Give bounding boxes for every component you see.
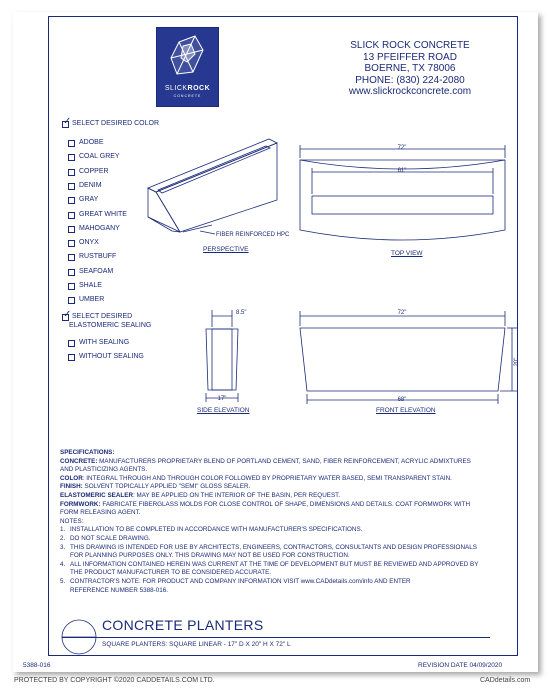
revision-date: REVISION DATE 04/09/2020 (418, 662, 503, 669)
note-3-cont: FOR PLANNING PURPOSES ONLY. THIS DRAWING MAY NOT BE USED FOR CONSTRUCTION. (70, 552, 350, 560)
color-heading: SELECT DESIRED COLOR (72, 120, 160, 127)
note-5: 5. CONTRACTOR'S NOTE: FOR PRODUCT AND COMPANY INFORMATION VISIT www.CADdetails.com/info AND ENTER (60, 577, 411, 585)
top-view-label: TOP VIEW (391, 250, 423, 257)
company-name: SLICK ROCK CONCRETE (350, 40, 470, 51)
color-option-label: DENIM (79, 181, 102, 189)
side-top-dim: 8.5" (236, 310, 247, 316)
color-option-label: COAL GREY (79, 153, 120, 161)
color-option-label: ONYX (79, 239, 99, 247)
sealing-heading-1: SELECT DESIRED (72, 313, 133, 320)
color-option-label: GRAY (79, 196, 99, 204)
color-option-label: COPPER (79, 167, 109, 175)
spec-concrete-cont: AND PLASTICIZING AGENTS. (60, 466, 148, 474)
note-2: 2. DO NOT SCALE DRAWING. (60, 534, 151, 542)
svg-text:SLICKROCK: SLICKROCK (164, 85, 211, 92)
spec-heading: SPECIFICATIONS: (60, 449, 115, 456)
reference-number: 5388-016 (23, 662, 51, 669)
color-option-label: SEAFOAM (79, 267, 114, 275)
spec-formwork: FORMWORK: FABRICATE FIBERGLASS MOLDS FOR CLOSE CONTROL OF SHAPE, DIMENSIONS AND DETAILS. COAT FORMWORK WITH (60, 500, 471, 508)
svg-text:CONCRETE: CONCRETE (173, 94, 202, 98)
color-option-label: SHALE (79, 282, 102, 289)
side-elevation-label: SIDE ELEVATION (197, 407, 250, 414)
color-option-label: MAHOGANY (79, 224, 120, 232)
company-address-1: 13 PFEIFFER ROAD (363, 51, 457, 63)
note-5-cont: REFERENCE NUMBER 5388-016. (70, 586, 168, 594)
caddetails-link[interactable]: CADdetails.com (480, 677, 531, 684)
note-4-cont: THE PRODUCT MANUFACTURER TO BE CONSIDERED ACCURATE. (70, 569, 272, 577)
spec-color: COLOR: INTEGRAL THROUGH AND THROUGH COLOR FOLLOWED BY PROPRIETARY WATER BASED, SEMI TRANSPARENT STAIN. (60, 474, 452, 482)
front-height-dim: 20" (514, 357, 520, 367)
perspective-label: PERSPECTIVE (203, 246, 249, 253)
top-inner-dim: 61" (397, 168, 407, 174)
front-top-dim: 72" (397, 310, 407, 316)
company-phone: PHONE: (830) 224-2080 (355, 74, 465, 86)
sealing-option-label: WITHOUT SEALING (79, 353, 144, 360)
notes-heading: NOTES: (60, 517, 84, 525)
drawing-subtitle: SQUARE PLANTERS: SQUARE LINEAR - 17" D X 20" H X 72" L (102, 641, 291, 648)
spec-sealer: ELASTOMERIC SEALER: MAY BE APPLIED ON THE INTERIOR OF THE BASIN, PER REQUEST. (60, 491, 341, 499)
spec-formwork-cont: FORM RELEASING AGENT. (60, 509, 141, 517)
front-elevation-drawing (300, 311, 517, 404)
spec-finish: FINISH: SOLVENT TOPICALLY APPLIED "SEMI" GLOSS SEALER. (60, 483, 251, 491)
note-4: 4. ALL INFORMATION CONTAINED HEREIN WAS CURRENT AT THE TIME OF DEVELOPMENT BUT MUST BE REVIEWED AND APPROVED BY (60, 560, 479, 568)
color-option-label: UMBER (79, 296, 105, 304)
side-bottom-dim: 17" (217, 396, 227, 402)
company-website[interactable]: www.slickrockconcrete.com (348, 86, 472, 97)
top-outer-dim: 72" (397, 145, 407, 151)
sealing-heading-2: ELASTOMERIC SEALING (69, 322, 152, 329)
color-option-label: GREAT WHITE (79, 210, 127, 218)
perspective-callout: FIBER REINFORCED HPC (216, 232, 290, 238)
note-1: 1. INSTALLATION TO BE COMPLETED IN ACCORDANCE WITH MANUFACTURER'S SPECIFICATIONS. (60, 526, 363, 534)
copyright-text: PROTECTED BY COPYRIGHT ©2020 CADDETAILS.COM LTD. (14, 677, 215, 684)
sealing-option-label: WITH SEALING (79, 339, 130, 346)
title-divider (62, 637, 490, 638)
color-option-label: RUSTBUFF (79, 253, 117, 261)
note-3: 3. THIS DRAWING IS INTENDED FOR USE BY ARCHITECTS, ENGINEERS, CONTRACTORS, CONSULTANTS AND DESIGN PROFESSIONALS (60, 543, 477, 551)
drawing-title: CONCRETE PLANTERS (102, 617, 264, 633)
front-elevation-label: FRONT ELEVATION (376, 407, 436, 414)
side-elevation-drawing (206, 310, 238, 402)
front-bottom-dim: 68" (397, 397, 407, 403)
specifications-notes (60, 449, 490, 595)
top-view-drawing (300, 145, 505, 240)
color-option-label: ADOBE (79, 139, 104, 146)
spec-concrete: CONCRETE: MANUFACTURERS PROPRIETARY BLEND OF PORTLAND CEMENT, SAND, FIBER REINFORCEMENT, ACRYLIC ADMIXTURES (60, 457, 471, 465)
company-address-2: BOERNE, TX 78006 (364, 63, 456, 74)
perspective-drawing (148, 139, 277, 232)
